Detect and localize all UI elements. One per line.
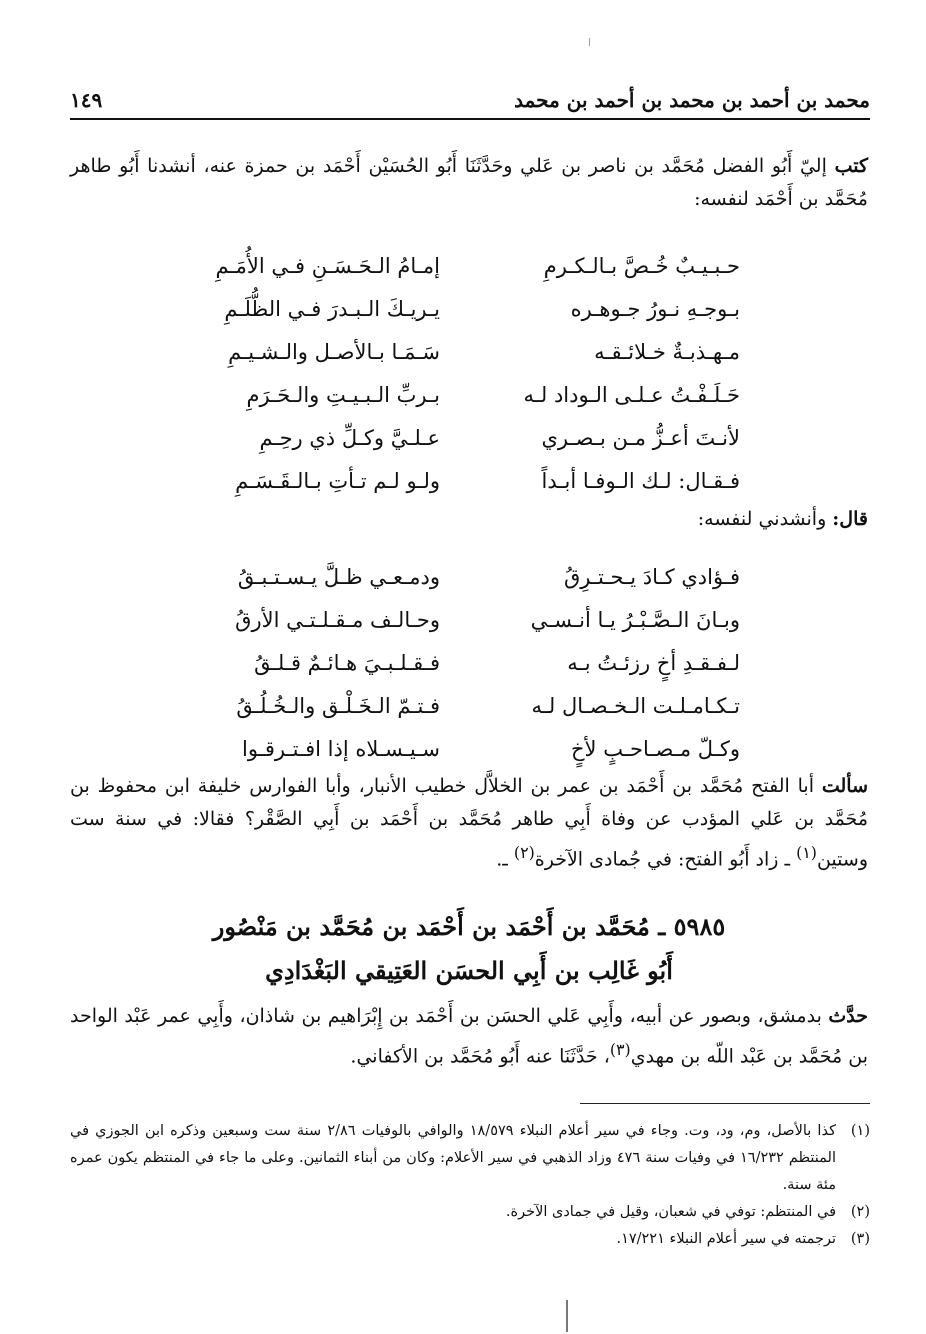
- verse: [200, 287, 740, 330]
- qal-keyword: قال:: [832, 508, 868, 530]
- footnote: [70, 1118, 870, 1199]
- running-header: [70, 82, 870, 120]
- footnote-number: (٣): [850, 1231, 870, 1247]
- verse-second-hemistich: ولـو لـم تـأتِ بـالـقَـسَـمِ: [235, 468, 440, 493]
- footnote: [70, 1226, 870, 1253]
- intro-text: إليّ أَبُو الفضل مُحَمَّد بن ناصر بن عَلي وحَدَّثَنَا أَبُو الحُسَيْن أَحْمَد بن حمزة عنه، أنشدنا أَبُو طاهر مُحَمَّد بن أَحْمَد لنفسه:: [70, 155, 868, 210]
- entry-text: بدمشق، وبصور عن أبيه، وأَبِي عَلي الحسَن بن أَحْمَد بن إِبْرَاهيم بن شاذان، وأَبِي عمر عَبْد الواحد بن مُحَمَّد بن عَبْد اللّه بن مهدي: [70, 1005, 868, 1068]
- footnote-text: ترجمته في سير أعلام النبلاء ١٧/٢٢١.: [616, 1231, 836, 1247]
- footnote-text: في المنتظم: توفي في شعبان، وقيل في جمادى الآخرة.: [505, 1204, 836, 1220]
- footnote-number: (٢): [850, 1204, 870, 1220]
- verse-first-hemistich: فـؤادي كـادَ يـحـتـرِقُ: [564, 564, 740, 589]
- page-number: ١٤٩: [70, 88, 103, 112]
- verse-second-hemistich: ودمـعـي ظـلَّ يـسـتـبـقُ: [237, 564, 440, 589]
- entry-text-2: ، حَدَّثَنَا عنه أَبُو مُحَمَّد بن الأكفاني.: [350, 1045, 610, 1068]
- footnote-ref-2: (٢): [513, 843, 535, 862]
- verse-second-hemistich: عـلـيَّ وكـلِّ ذي رحِـمِ: [259, 425, 440, 450]
- intro-keyword: كتب: [834, 155, 868, 177]
- verse-second-hemistich: وحـالـف مـقـلـتـي الأرقُ: [235, 607, 440, 632]
- entry-keyword: حدَّث: [828, 1005, 868, 1027]
- verse-first-hemistich: وبـانَ الـصَّـبْـرُ يـا أنـسـي: [530, 607, 740, 632]
- scan-mark-top: [589, 38, 590, 46]
- intro-paragraph: [70, 150, 868, 216]
- entry-heading-line-1: ٥٩٨٥ ـ مُحَمَّد بن أَحْمَد بن أَحْمَد بن مُحَمَّد بن مَنْصُور: [212, 912, 726, 941]
- verse: [200, 641, 740, 684]
- question-paragraph: [70, 770, 868, 876]
- verse: [200, 373, 740, 416]
- verse-second-hemistich: فـتـمّ الـخَـلْـق والـخُـلُـقُ: [236, 693, 440, 718]
- verse-first-hemistich: بـوجـهِ نـورُ جـوهـره: [570, 296, 740, 321]
- footnotes: [70, 1118, 870, 1253]
- verse-second-hemistich: بـربِّ الـبـيـتِ والـحَـرَمِ: [246, 382, 440, 407]
- footnote-ref-1: (١): [796, 843, 817, 862]
- verse-first-hemistich: وكـلّ مـصـاحـبٍ لأخٍ: [571, 736, 740, 761]
- header-title: محمد بن أحمد بن محمد بن أحمد بن محمد: [514, 88, 870, 112]
- verse: [200, 598, 740, 641]
- poem-2: [200, 555, 740, 770]
- verse: [200, 416, 740, 459]
- footnote-number: (١): [850, 1123, 870, 1139]
- verse-first-hemistich: فـقـال: لـك الـوفـا أبـداً: [541, 468, 740, 493]
- footnote-ref-3: (٣): [609, 1040, 631, 1059]
- scan-mark-bottom: [566, 1300, 568, 1332]
- verse: [200, 684, 740, 727]
- verse-first-hemistich: لـفـقـدِ أخٍ رزئـتُ بـه: [567, 650, 740, 675]
- entry-heading-line-2: أَبُو غَالِب بن أَبِي الحسَن العَتِيقي البَغْدَادِي: [265, 956, 673, 985]
- question-keyword: سألت: [821, 775, 868, 797]
- verse: [200, 330, 740, 373]
- verse-first-hemistich: تـكـامـلـت الـخـصـال لـه: [531, 693, 740, 718]
- verse-first-hemistich: حـبـيـبٌ خُـصَّ بـالـكـرمِ: [543, 253, 740, 278]
- poem-1: [200, 244, 740, 502]
- question-text-2: ـ زاد أَبُو الفتح: في جُمادى الآخرة: [534, 848, 797, 871]
- verse-second-hemistich: فـقـلـبـيَ هـائـمٌ قـلـقُ: [254, 650, 440, 675]
- qal-text: وأنشدني لنفسه:: [697, 508, 833, 530]
- verse: [200, 459, 740, 502]
- verse-first-hemistich: مـهـذبـةٌ خـلائـقـه: [594, 339, 740, 364]
- verse: [200, 555, 740, 598]
- question-text: أبا الفتح مُحَمَّد بن أَحْمَد بن عمر بن الخلاَّل خطيب الأنبار، وأبا الفوارس خليفة ابن محفوظ بن مُحَمَّد بن عَلي المؤدب عن وفاة أَبِي طاهر مُحَمَّد بن أَحْمَد بن أَبِي الصَّقْر؟ فقالا: في سنة ست وستين: [70, 775, 869, 871]
- footnote-rule: [580, 1103, 870, 1104]
- footnote-text: كذا بالأصل، وم، ود، وت. وجاء في سير أعلام النبلاء ١٨/٥٧٩ والوافي بالوفيات ٢/٨٦ سنة ست وسبعين وذكره ابن الجوزي في المنتظم ١٦/٢٣٢ في وفيات سنة ٤٧٦ وزاد الذهبي في سير الأعلام: وكان من أبناء الثمانين. وعلى ما جاء في المنتظم يكون عمره مئة سنة.: [70, 1123, 836, 1193]
- verse-first-hemistich: حَـلَـفْـتُ عـلـى الـوداد لـه: [523, 382, 740, 407]
- question-text-3: ـ.: [496, 848, 514, 871]
- verse-second-hemistich: سَـمَـا بـالأصـل والـشـيـمِ: [228, 339, 440, 364]
- verse-second-hemistich: إمـامُ الـحَـسَـنِ فـي الأُمَـمِ: [215, 253, 440, 278]
- verse: [200, 727, 740, 770]
- qal-line: [70, 508, 868, 530]
- verse-second-hemistich: سـيـسـلاه إذا افـتـرقـوا: [241, 736, 440, 761]
- footnote: [70, 1199, 870, 1226]
- verse-second-hemistich: يـريـكَ الـبـدرَ فـي الظُّلَـمِ: [224, 296, 440, 321]
- entry-paragraph: [70, 1000, 868, 1073]
- verse: [200, 244, 740, 287]
- verse-first-hemistich: لأنـتَ أعـزُّ مـن بـصـري: [541, 425, 740, 450]
